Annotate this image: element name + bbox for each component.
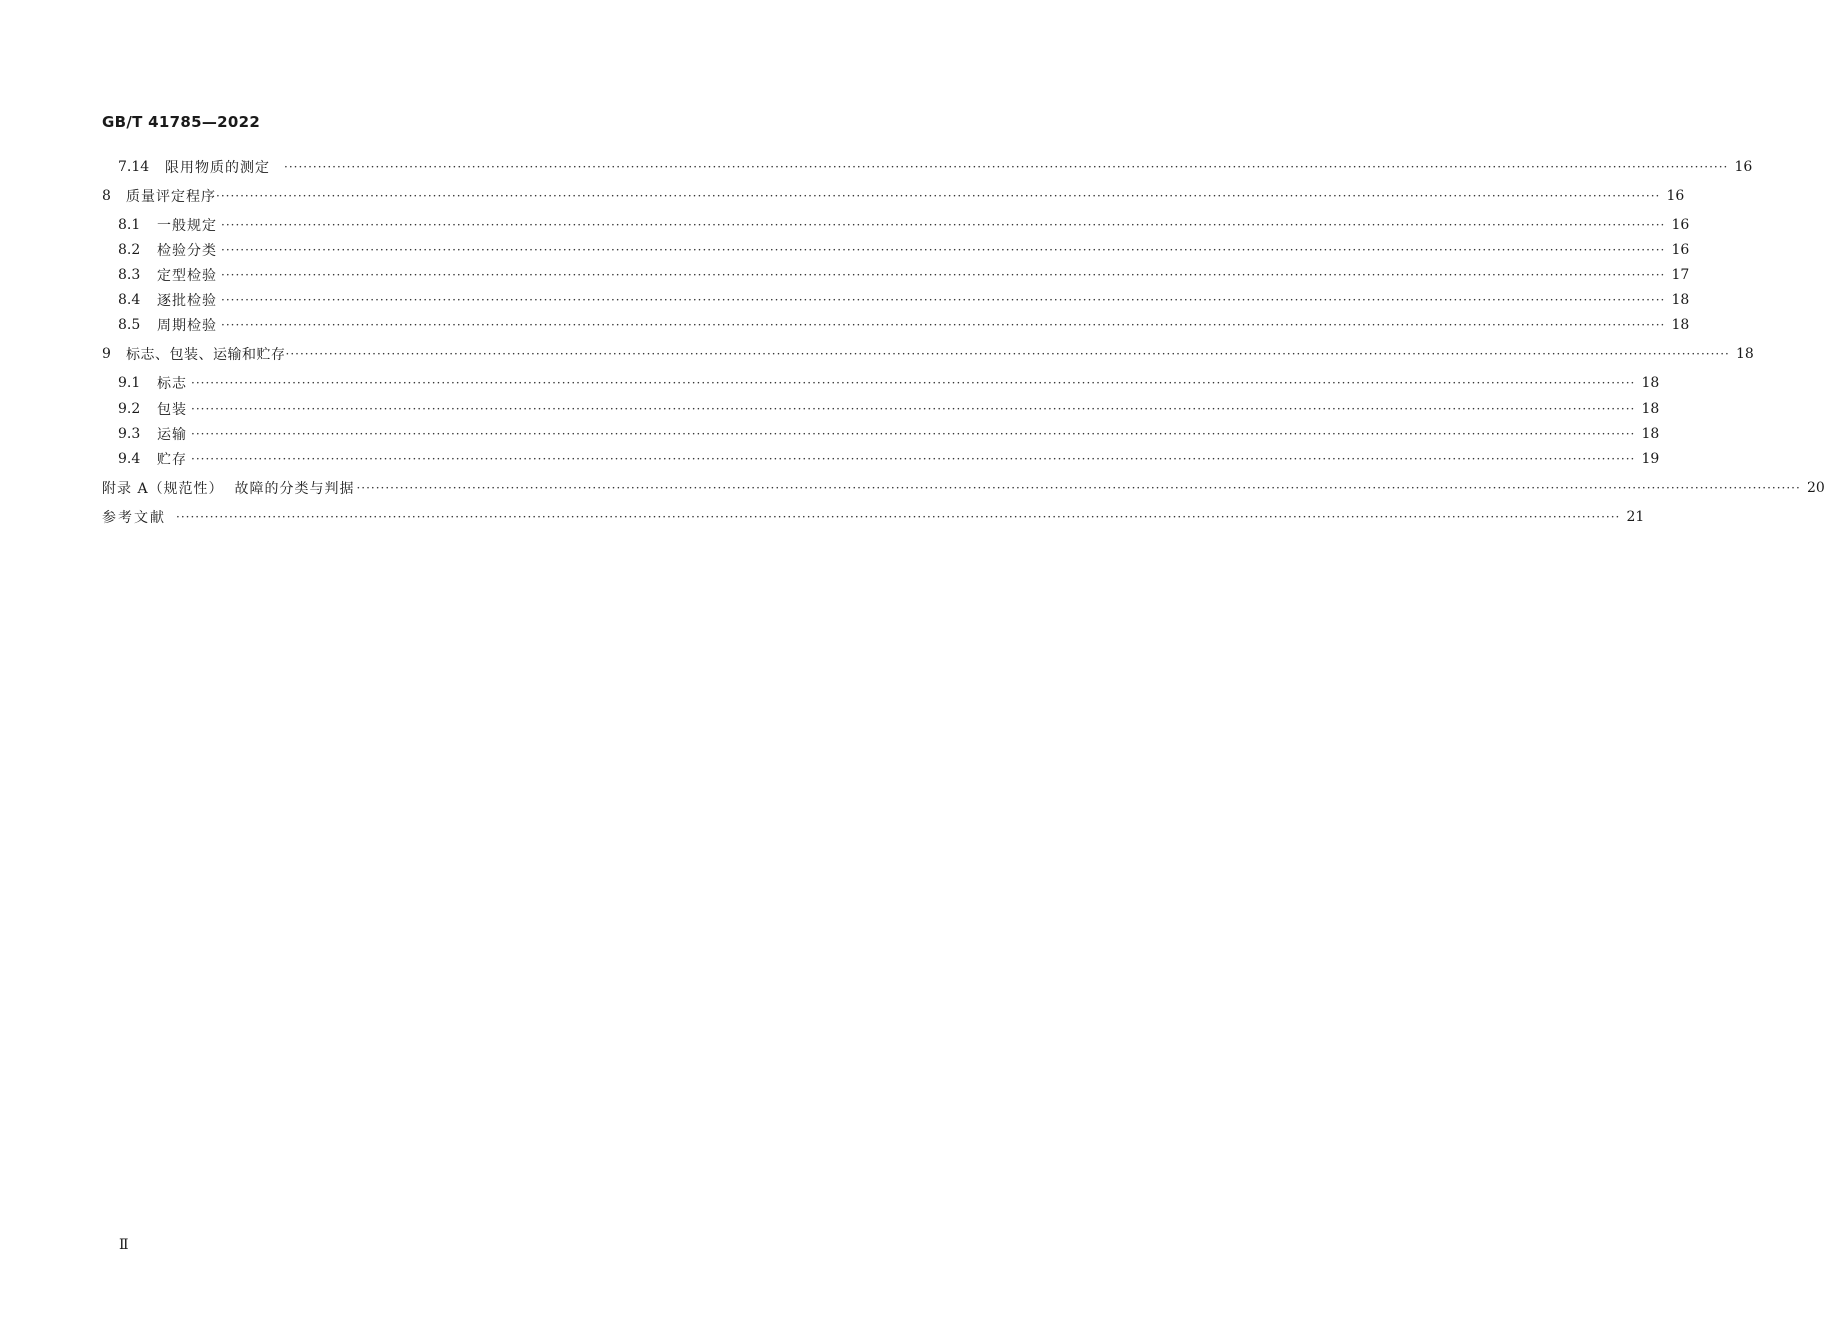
toc-entry-9[interactable] <box>102 343 1754 365</box>
toc-entry-page: 19 <box>1641 451 1660 467</box>
toc-entry-8-2[interactable] <box>102 239 1690 261</box>
toc-entry-title: 定型检验 <box>157 268 217 284</box>
toc-leader-dots: ············································································································································································································································································································ <box>221 218 1666 232</box>
toc-entry-number: 8.2 <box>118 242 141 258</box>
page-number: Ⅱ <box>119 1237 129 1253</box>
toc-entry-title: （规范性） 故障的分类与判据 <box>148 481 355 497</box>
toc-entry-9-2[interactable] <box>102 398 1660 420</box>
toc-entry-title: 周期检验 <box>157 318 217 334</box>
toc-entry-title: 标志 <box>157 376 187 392</box>
toc-entry-page: 16 <box>1671 242 1690 258</box>
toc-leader-dots: ············································································································································································································································································································ <box>284 160 1729 174</box>
toc-entry-8-1[interactable] <box>102 214 1690 236</box>
toc-entry-title: 包装 <box>157 402 187 418</box>
toc-leader-dots: ············································································································································································································································································································ <box>221 243 1666 257</box>
toc-entry-page: 18 <box>1641 375 1660 391</box>
toc-leader-dots: ············································································································································································································································································································ <box>285 347 1730 361</box>
toc-leader-dots: ············································································································································································································································································································ <box>221 318 1666 332</box>
toc-entry-number: 8 <box>102 188 111 204</box>
toc-entry-9-3[interactable] <box>102 423 1660 445</box>
toc-entry-page: 18 <box>1641 426 1660 442</box>
toc-entry-number: 7.14 <box>118 159 150 175</box>
toc-entry-title: 限用物质的测定 <box>165 160 270 176</box>
toc-entry-page: 17 <box>1671 267 1690 283</box>
toc-entry-page: 21 <box>1626 509 1645 525</box>
toc-entry-number: 9.3 <box>118 426 141 442</box>
toc-entry-page: 18 <box>1671 292 1690 308</box>
toc-entry-title: 运输 <box>157 427 187 443</box>
toc-entry-title: 一般规定 <box>157 218 217 234</box>
toc-entry-number: 9.4 <box>118 451 141 467</box>
toc-entry-page: 18 <box>1671 317 1690 333</box>
toc-entry-number: 8.1 <box>118 217 141 233</box>
toc-entry-8-5[interactable] <box>102 314 1690 336</box>
toc-entry-9-1[interactable] <box>102 372 1660 394</box>
toc-leader-dots: ············································································································································································································································································································ <box>356 481 1801 495</box>
toc-entry-number: 8.3 <box>118 267 141 283</box>
toc-entry-page: 16 <box>1734 159 1753 175</box>
toc-entry-references[interactable] <box>102 506 1645 528</box>
toc-entry-page: 16 <box>1671 217 1690 233</box>
toc-entry-number: 8.4 <box>118 292 141 308</box>
toc-entry-title: 标志、包装、运输和贮存 <box>126 347 286 363</box>
toc-entry-number: 8.5 <box>118 317 141 333</box>
toc-entry-page: 20 <box>1806 480 1825 496</box>
toc-entry-number: 9.2 <box>118 401 141 417</box>
toc-leader-dots: ············································································································································································································································································································ <box>191 402 1636 416</box>
toc-entry-8-3[interactable] <box>102 264 1690 286</box>
toc-entry-title: 逐批检验 <box>157 293 217 309</box>
toc-entry-7-14[interactable] <box>102 156 1753 178</box>
toc-entry-9-4[interactable] <box>102 448 1660 470</box>
toc-entry-title: 贮存 <box>157 452 187 468</box>
toc-entry-page: 16 <box>1666 188 1685 204</box>
toc-leader-dots: ············································································································································································································································································································ <box>191 452 1636 466</box>
standard-code: GB/T 41785—2022 <box>102 113 261 131</box>
toc-entry-title: 质量评定程序 <box>126 189 216 205</box>
toc-entry-page: 18 <box>1736 346 1754 362</box>
toc-leader-dots: ············································································································································································································································································································ <box>191 427 1636 441</box>
toc-entry-8[interactable] <box>102 185 1685 207</box>
toc-entry-8-4[interactable] <box>102 289 1690 311</box>
toc-leader-dots: ············································································································································································································································································································ <box>176 510 1621 524</box>
toc-leader-dots: ············································································································································································································································································································ <box>191 376 1636 390</box>
toc-entry-number: 9.1 <box>118 375 141 391</box>
toc-leader-dots: ············································································································································································································································································································ <box>216 189 1661 203</box>
toc-entry-number: 9 <box>102 346 111 362</box>
toc-entry-title: 检验分类 <box>157 243 217 259</box>
toc-leader-dots: ············································································································································································································································································································ <box>221 268 1666 282</box>
toc-entry-number: 附录 A <box>102 481 149 497</box>
toc-entry-page: 18 <box>1641 401 1660 417</box>
toc-leader-dots: ············································································································································································································································································································ <box>221 293 1666 307</box>
toc-entry-appendix-a[interactable] <box>102 477 1825 499</box>
toc-entry-title: 参考文献 <box>102 510 166 526</box>
